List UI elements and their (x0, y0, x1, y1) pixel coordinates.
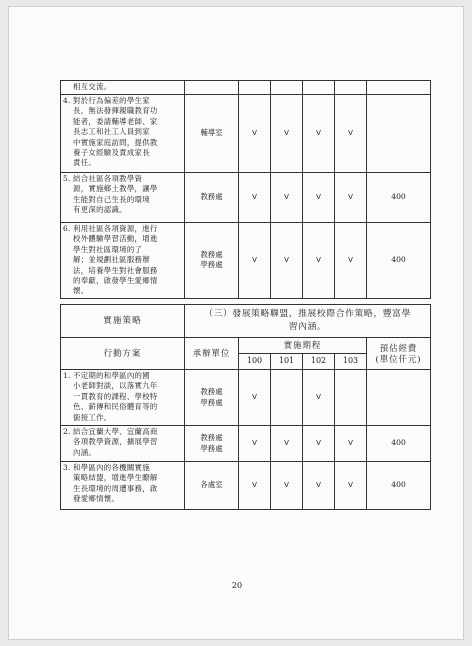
description-line: 生能對自己生長的環境 (73, 194, 150, 204)
table-row (61, 95, 431, 173)
item-number (63, 402, 73, 412)
item-number: 5. (63, 174, 71, 183)
description-line: 一貫教育的課程、學校特 (73, 391, 158, 401)
action-description (61, 81, 185, 95)
action-description (61, 95, 185, 173)
header-period: 實施期程 (239, 338, 367, 354)
item-number (63, 392, 73, 402)
item-number (63, 494, 73, 504)
schedule-check: V (271, 173, 303, 223)
responsible-unit: 教務處 學務處 (185, 223, 239, 299)
action-description (61, 462, 185, 510)
strategy-row (61, 305, 431, 338)
item-number: 3. (63, 463, 71, 472)
item-number (63, 276, 73, 286)
schedule-check: V (239, 462, 271, 510)
item-number (63, 205, 73, 215)
table-row (61, 370, 431, 426)
description-line: 發愛鄉情懷。 (73, 494, 120, 504)
item-number (63, 245, 73, 255)
description-line: 解；並規劃社區服務辦 (73, 255, 150, 265)
description-line: 法，培養學生對社會服務 (73, 265, 158, 275)
item-number (63, 234, 73, 244)
description-line: 色、薪傳和民俗體育等的 (73, 402, 158, 412)
item-number (63, 266, 73, 276)
schedule-check (271, 81, 303, 95)
description-line: 銜接工作。 (73, 412, 112, 422)
description-line: 責任。 (73, 158, 97, 168)
table-row (61, 426, 431, 462)
schedule-check: V (303, 95, 335, 173)
schedule-check: V (303, 462, 335, 510)
action-description (61, 223, 185, 299)
description-line: 對於行為偏差的學生家 (73, 96, 150, 105)
estimated-cost: 400 (367, 223, 431, 299)
responsible-unit: 教務處 (185, 173, 239, 223)
description-line: 生長環境的周遭事務，啟 (73, 483, 158, 493)
item-number (63, 138, 73, 148)
schedule-check: V (303, 370, 335, 426)
responsible-unit: 教務處 學務處 (185, 426, 239, 462)
responsible-unit: 各處室 (185, 462, 239, 510)
item-number (63, 82, 73, 92)
strategy-text: （三）發展策略聯盟，推展校際合作策略，豐富學 習內涵。 (185, 305, 431, 338)
action-description (61, 173, 185, 223)
schedule-check: V (239, 370, 271, 426)
responsible-unit: 輔導室 (185, 95, 239, 173)
description-line: 中實施家庭訪問，提供教 (73, 137, 158, 147)
schedule-check: V (239, 173, 271, 223)
header-year: 101 (271, 354, 303, 370)
schedule-check (271, 370, 303, 426)
table-row (61, 173, 431, 223)
estimated-cost: 400 (367, 426, 431, 462)
description-line: 利用社區各項資源，進行 (73, 224, 158, 233)
page-number: 20 (231, 581, 243, 590)
description-line: 的奉獻，啟發學生愛鄉情 (73, 276, 158, 286)
description-line: 不定期的和學區內的國 (73, 371, 150, 380)
header-budget: 預估經費 (單位仟元) (367, 338, 431, 370)
schedule-check (239, 81, 271, 95)
description-line: 相互交流。 (73, 82, 112, 91)
description-line: 懷。 (73, 286, 89, 296)
description-line: 和學區內的各機關實施 (73, 463, 150, 472)
item-number: 1. (63, 371, 71, 380)
schedule-check: V (335, 95, 367, 173)
estimated-cost (367, 95, 431, 173)
schedule-check: V (303, 223, 335, 299)
table-row (61, 462, 431, 510)
item-number (63, 127, 73, 137)
header-plan: 行動方案 (61, 338, 185, 370)
document-page (8, 6, 464, 640)
item-number (63, 195, 73, 205)
item-number (63, 413, 73, 423)
action-description (61, 370, 185, 426)
header-year: 103 (335, 354, 367, 370)
header-unit: 承辦單位 (185, 338, 239, 370)
schedule-check: V (335, 426, 367, 462)
estimated-cost (367, 370, 431, 426)
schedule-check: V (335, 173, 367, 223)
schedule-check: V (239, 426, 271, 462)
item-number (63, 106, 73, 116)
schedule-check: V (271, 426, 303, 462)
schedule-check: V (335, 462, 367, 510)
item-number (63, 484, 73, 494)
header-year: 102 (303, 354, 335, 370)
description-line: 學生對社區環境的了 (73, 244, 143, 254)
responsible-unit (185, 81, 239, 95)
item-number (63, 448, 73, 458)
strategy-table (60, 304, 431, 510)
schedule-check: V (271, 462, 303, 510)
description-line: 長，無法發揮親職教育功 (73, 106, 158, 116)
schedule-check: V (239, 95, 271, 173)
item-number (63, 437, 73, 447)
estimated-cost: 400 (367, 173, 431, 223)
item-number (63, 381, 73, 391)
schedule-check: V (271, 95, 303, 173)
description-line: 養子女經驗及責成家長 (73, 148, 150, 158)
strategy-label: 實施策略 (61, 305, 185, 338)
upper-action-table (60, 80, 431, 299)
item-number (63, 158, 73, 168)
description-line: 校外體驗學習活動，增進 (73, 234, 158, 244)
responsible-unit: 教務處 學務處 (185, 370, 239, 426)
description-line: 內涵。 (73, 447, 97, 457)
item-number (63, 148, 73, 158)
action-description (61, 426, 185, 462)
schedule-check: V (335, 223, 367, 299)
description-line: 能者，委請輔導老師、家 (73, 116, 158, 126)
header-year: 100 (239, 354, 271, 370)
schedule-check (303, 81, 335, 95)
table-row (61, 223, 431, 299)
description-line: 小老師對談，以落實九年 (73, 381, 158, 391)
item-number (63, 255, 73, 265)
table-row (61, 81, 431, 95)
estimated-cost (367, 81, 431, 95)
estimated-cost: 400 (367, 462, 431, 510)
schedule-check: V (303, 173, 335, 223)
description-line: 各項教學資源，擴展學習 (73, 437, 158, 447)
item-number: 4. (63, 96, 71, 105)
description-line: 源，實施鄉土教學，讓學 (73, 184, 158, 194)
item-number (63, 184, 73, 194)
schedule-check: V (271, 223, 303, 299)
schedule-check (335, 370, 367, 426)
item-number (63, 473, 73, 483)
schedule-check: V (239, 223, 271, 299)
description-line: 策略結盟，增進學生瞭解 (73, 473, 158, 483)
item-number: 6. (63, 224, 71, 233)
description-line: 長志工和社工人員到家 (73, 127, 150, 137)
item-number (63, 117, 73, 127)
item-number (63, 286, 73, 296)
schedule-check: V (303, 426, 335, 462)
description-line: 結合宜蘭大學、宜蘭高商 (73, 427, 158, 436)
description-line: 結合社區各項教學資 (73, 174, 143, 183)
item-number: 2. (63, 427, 71, 436)
schedule-check (335, 81, 367, 95)
description-line: 有更深的認識。 (73, 205, 127, 215)
header-row-1 (61, 338, 431, 354)
